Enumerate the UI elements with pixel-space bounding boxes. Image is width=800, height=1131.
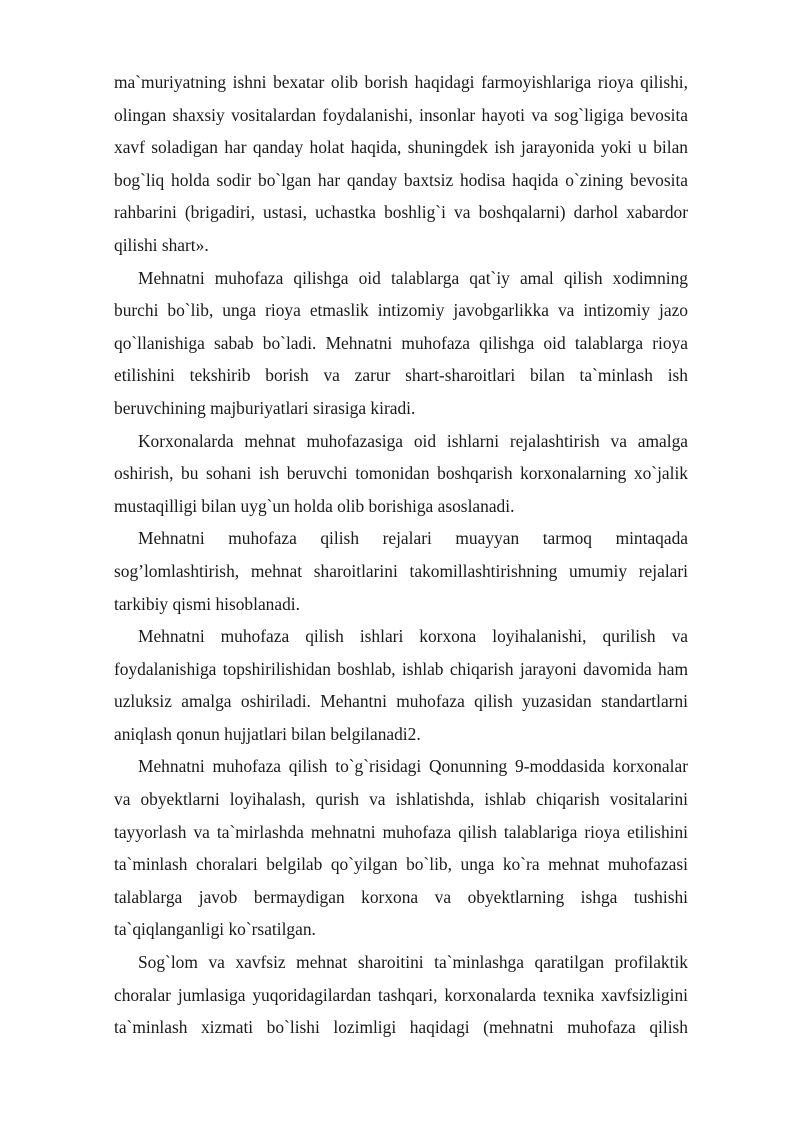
document-body (114, 66, 688, 1044)
paragraph-4: Mehnatni muhofaza qilish rejalari muayyan tarmoq mintaqada sog’lomlashtirish, mehnat sharoitlarini takomillashtirishning umumiy rejalari tarkibiy qismi hisoblanadi. (114, 528, 688, 614)
paragraph-1: ma`muriyatning ishni bexatar olib borish haqidagi farmoyishlariga rioya qilishi, olingan shaxsiy vositalardan foydalanishi, insonlar hayoti va sog`ligiga bevosita xavf soladigan har qanday holat haqida, shuningdek ish jarayonida yoki u bilan bog`liq holda sodir bo`lgan har qanday baxtsiz hodisa haqida o`zining bevosita rahbarini (brigadiri, ustasi, uchastka boshlig`i va boshqalarni) darhol xabardor qilishi shart». (114, 72, 688, 255)
paragraph-6: Mehnatni muhofaza qilish to`g`risidagi Qonunning 9-moddasida korxonalar va obyektlarni loyihalash, qurish va ishlatishda, ishlab chiqarish vositalarini tayyorlash va ta`mirlashda mehnatni muhofaza qilish talablariga rioya etilishini ta`minlash choralari belgilab qo`yilgan bo`lib, unga ko`ra mehnat muhofazasi talablarga javob bermaydigan korxona va obyektlarning ishga tushishi ta`qiqlanganligi ko`rsatilgan. (114, 756, 688, 940)
paragraph-7: Sog`lom va xavfsiz mehnat sharoitini ta`minlashga qaratilgan profilaktik choralar jumlasiga yuqoridagilardan tashqari, korxonalarda texnika xavfsizligini ta`minlash xizmati bo`lishi lozimligi haqidagi (mehnatni muhofaza qilish (114, 952, 688, 1038)
paragraph-5: Mehnatni muhofaza qilish ishlari korxona loyihalanishi, qurilish va foydalanishiga topshirilishidan boshlab, ishlab chiqarish jarayoni davomida ham uzluksiz amalga oshiriladi. Mehantni muhofaza qilish yuzasidan standartlarni aniqlash qonun hujjatlari bilan belgilanadi2. (114, 626, 688, 744)
paragraph-2: Mehnatni muhofaza qilishga oid talablarga qat`iy amal qilish xodimning burchi bo`lib, unga rioya etmaslik intizomiy javobgarlikka va intizomiy jazo qo`llanishiga sabab bo`ladi. Mehnatni muhofaza qilishga oid talablarga rioya etilishini tekshirib borish va zarur shart-sharoitlari bilan ta`minlash ish beruvchining majburiyatlari sirasiga kiradi. (114, 267, 688, 418)
paragraph-3: Korxonalarda mehnat muhofazasiga oid ishlarni rejalashtirish va amalga oshirish, bu sohani ish beruvchi tomonidan boshqarish korxonalarning xo`jalik mustaqilligi bilan uyg`un holda olib borishiga asoslanadi. (114, 430, 688, 516)
